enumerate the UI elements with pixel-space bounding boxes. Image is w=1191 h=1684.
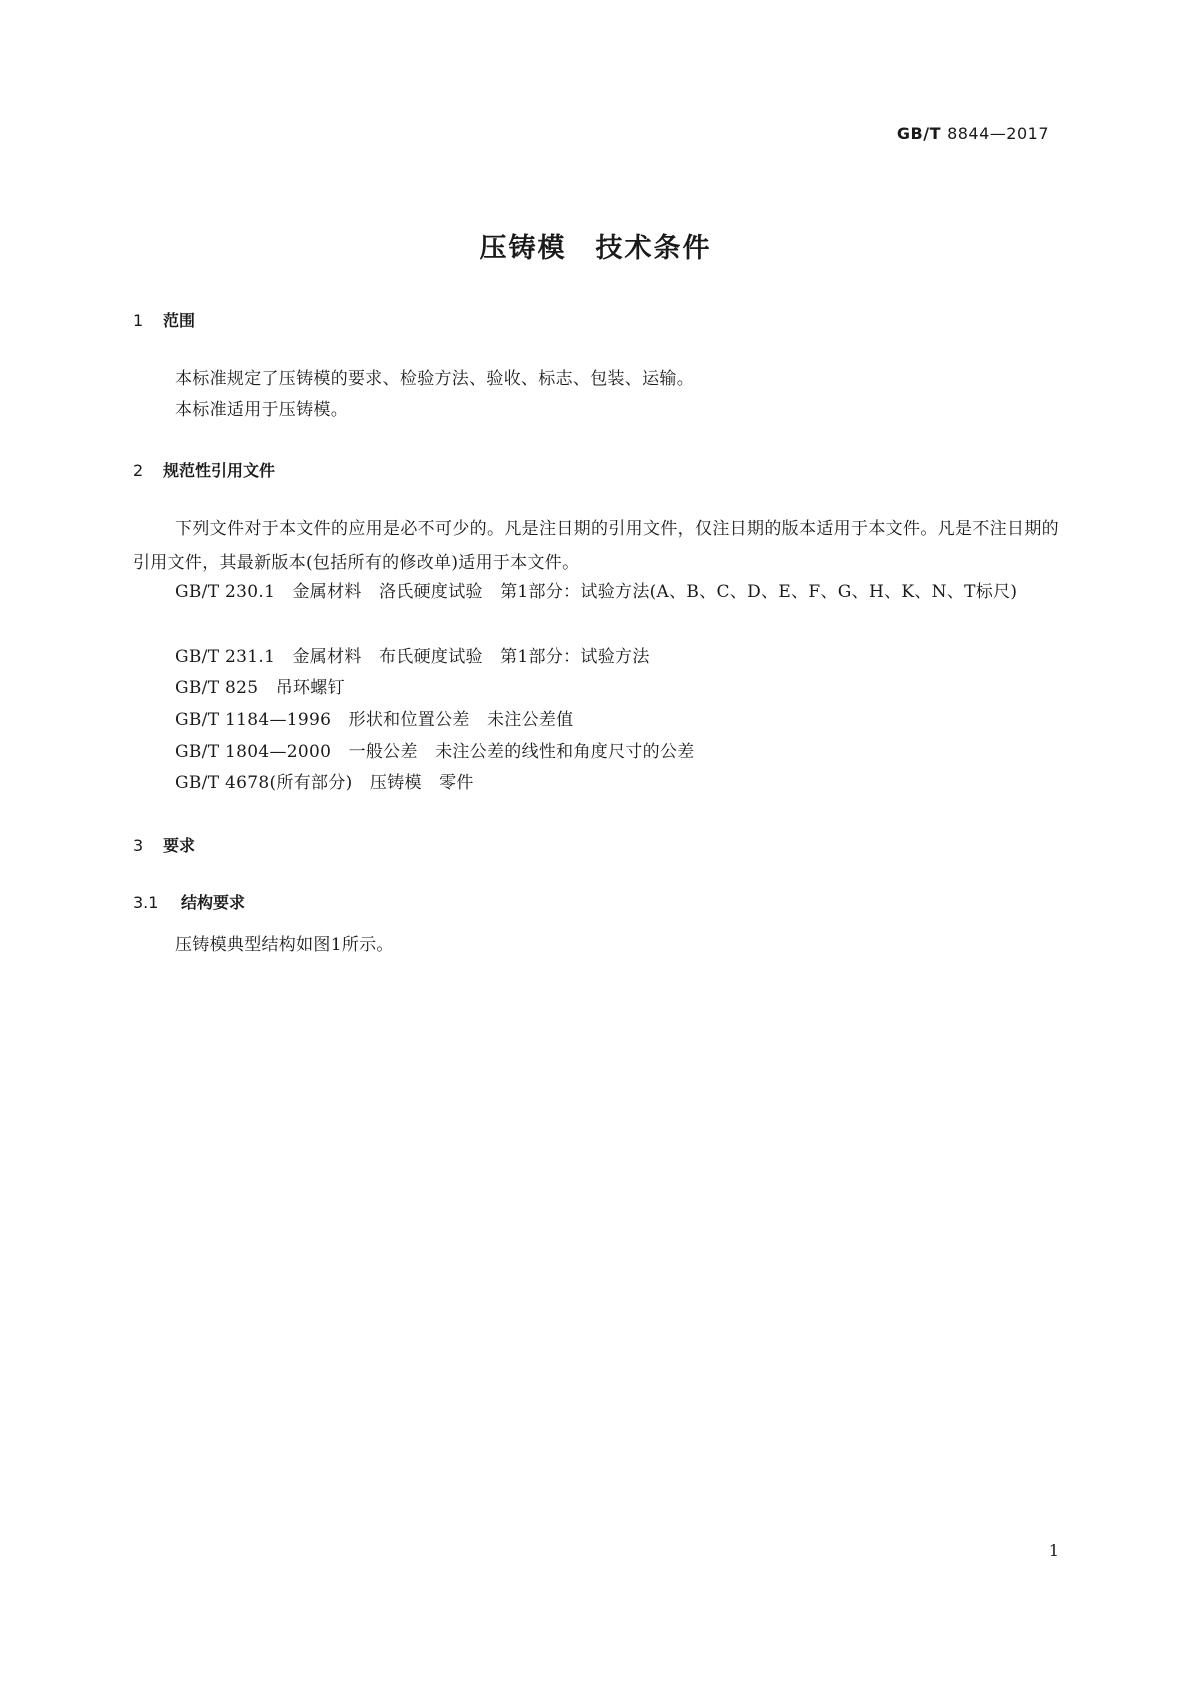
section-3-1-heading	[133, 890, 245, 913]
section-3-1-title: 结构要求	[181, 893, 246, 912]
section-3-title: 要求	[163, 836, 196, 855]
section-2-title: 规范性引用文件	[163, 461, 276, 480]
section-3-number: 3	[133, 836, 144, 855]
section-1-title: 范围	[163, 311, 196, 330]
section-2-heading	[133, 458, 275, 481]
reference-item: GB/T 231.1 金属材料 布氏硬度试验 第1部分：试验方法	[175, 647, 650, 667]
scope-paragraph-2: 本标准适用于压铸模。	[175, 400, 348, 420]
standard-code-number: 8844—2017	[947, 124, 1049, 143]
reference-item: GB/T 230.1 金属材料 洛氏硬度试验 第1部分：试验方法(A、B、C、D、E、F、G、H、K、N、T标尺)	[175, 582, 1018, 602]
structure-paragraph: 压铸模典型结构如图1所示。	[175, 935, 394, 955]
page-number: 1	[1048, 1541, 1059, 1560]
scope-paragraph-1: 本标准规定了压铸模的要求、检验方法、验收、标志、包装、运输。	[175, 369, 694, 389]
section-3-heading	[133, 833, 195, 856]
normative-references-intro: 下列文件对于本文件的应用是必不可少的。凡是注日期的引用文件，仅注日期的版本适用于本文件。凡是不注日期的引用文件，其最新版本(包括所有的修改单)适用于本文件。	[133, 519, 1059, 573]
document-title: 压铸模 技术条件	[479, 233, 712, 264]
reference-item: GB/T 1804—2000 一般公差 未注公差的线性和角度尺寸的公差	[175, 742, 695, 762]
section-1-heading	[133, 308, 195, 331]
reference-item: GB/T 1184—1996 形状和位置公差 未注公差值	[175, 710, 574, 730]
reference-item: GB/T 4678(所有部分) 压铸模 零件	[175, 773, 474, 793]
reference-item: GB/T 825 吊环螺钉	[175, 678, 345, 698]
standard-code	[897, 124, 1049, 143]
section-2-number: 2	[133, 461, 144, 480]
section-1-number: 1	[133, 311, 144, 330]
section-3-1-number: 3.1	[133, 893, 159, 912]
standard-code-prefix: GB/T	[896, 124, 941, 143]
